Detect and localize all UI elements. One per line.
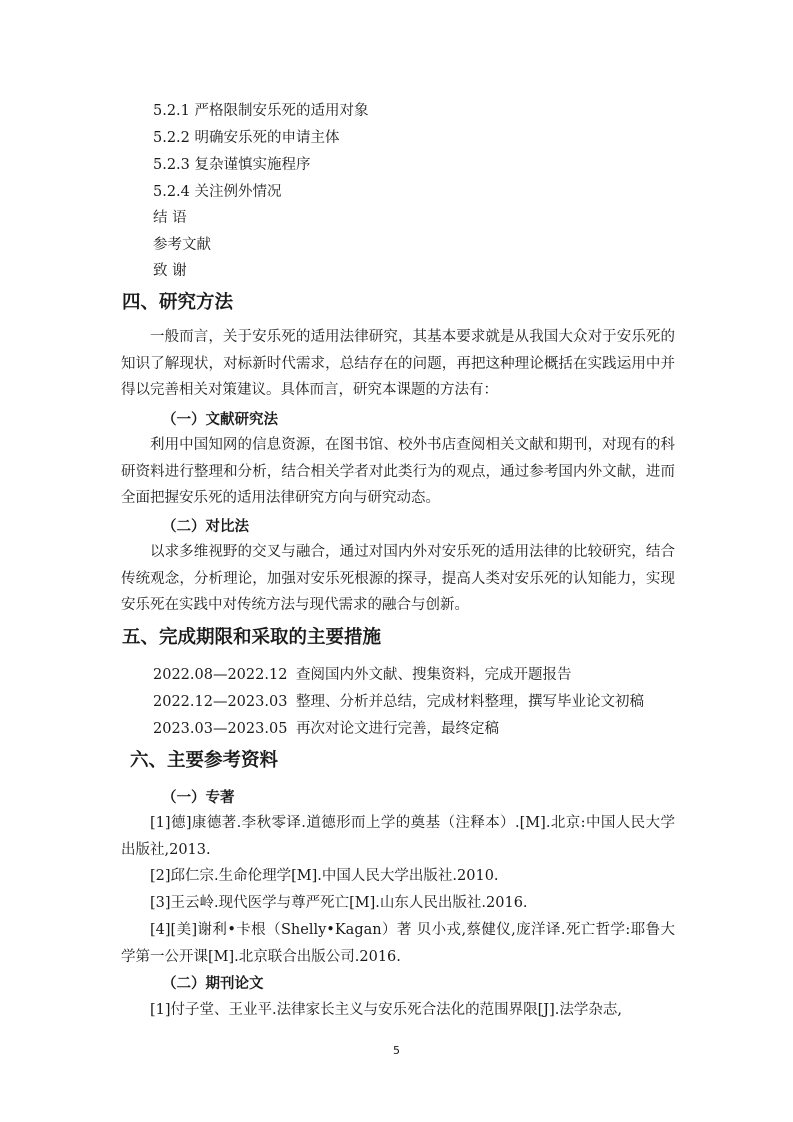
toc-item: 5.2.1 严格限制安乐死的适用对象 <box>153 103 369 119</box>
page-number: 5 <box>393 1044 400 1057</box>
section-4-intro: 一般而言，关于安乐死的适用法律研究，其基本要求就是从我国大众对于安乐死的知识了解现状，对标新时代需求，总结存在的问题，再把这种理论概括在实践运用中并得以完善相关对策建议。具体而言，研究本课题的方法有： <box>121 329 675 398</box>
subheading-literature-method: （一）文献研究法 <box>162 412 278 428</box>
toc-item: 参考文献 <box>153 237 211 253</box>
section-heading-6: 六、主要参考资料 <box>130 750 279 771</box>
reference-book: [1]德]康德著.李秋零译.道德形而上学的奠基（注释本）.[M].北京:中国人民大学出版社,2013. <box>121 815 675 858</box>
toc-item: 结 语 <box>153 210 187 226</box>
schedule-period: 2023.03—2023.05 <box>153 721 288 737</box>
schedule-row <box>153 719 499 739</box>
toc-item: 5.2.3 复杂谨慎实施程序 <box>153 157 311 173</box>
reference-book: [4][美]谢利•卡根（Shelly•Kagan）著 贝小戎,蔡健仪,庞洋译.死亡哲学:耶鲁大学第一公开课[M].北京联合出版公司.2016. <box>121 922 675 965</box>
subheading-journal-articles: （二）期刊论文 <box>162 976 264 992</box>
schedule-row <box>153 665 572 685</box>
schedule-task: 再次对论文进行完善，最终定稿 <box>296 721 499 737</box>
reference-book: [3]王云岭.现代医学与尊严死亡[M].山东人民出版社.2016. <box>150 895 528 911</box>
reference-book: [2]邱仁宗.生命伦理学[M].中国人民大学出版社.2010. <box>150 868 499 884</box>
toc-item: 5.2.4 关注例外情况 <box>153 184 282 200</box>
toc-item: 5.2.2 明确安乐死的申请主体 <box>153 130 340 146</box>
reference-journal: [1]付子堂、王业平.法律家长主义与安乐死合法化的范围界限[J].法学杂志, <box>150 1002 622 1018</box>
subheading-comparison-method: （二）对比法 <box>162 519 249 535</box>
schedule-period: 2022.08—2022.12 <box>153 667 288 683</box>
toc-item: 致 谢 <box>153 263 187 279</box>
schedule-period: 2022.12—2023.03 <box>153 694 288 710</box>
schedule-task: 查阅国内外文献、搜集资料，完成开题报告 <box>296 667 572 683</box>
subheading-monographs: （一）专著 <box>162 790 235 806</box>
section-heading-4: 四、研究方法 <box>122 292 234 313</box>
schedule-row <box>153 692 644 712</box>
comparison-method-text: 以求多维视野的交叉与融合，通过对国内外对安乐死的适用法律的比较研究，结合传统观念，分析理论，加强对安乐死根源的探寻，提高人类对安乐死的认知能力，实现安乐死在实践中对传统方法与现代需求的融合与创新。 <box>121 544 675 613</box>
schedule-task: 整理、分析并总结，完成材料整理，撰写毕业论文初稿 <box>296 694 644 710</box>
literature-method-text: 利用中国知网的信息资源，在图书馆、校外书店查阅相关文献和期刊，对现有的科研资料进行整理和分析，结合相关学者对此类行为的观点，通过参考国内外文献，进而全面把握安乐死的适用法律研究方向与研究动态。 <box>121 437 675 506</box>
section-heading-5: 五、完成期限和采取的主要措施 <box>122 627 382 648</box>
